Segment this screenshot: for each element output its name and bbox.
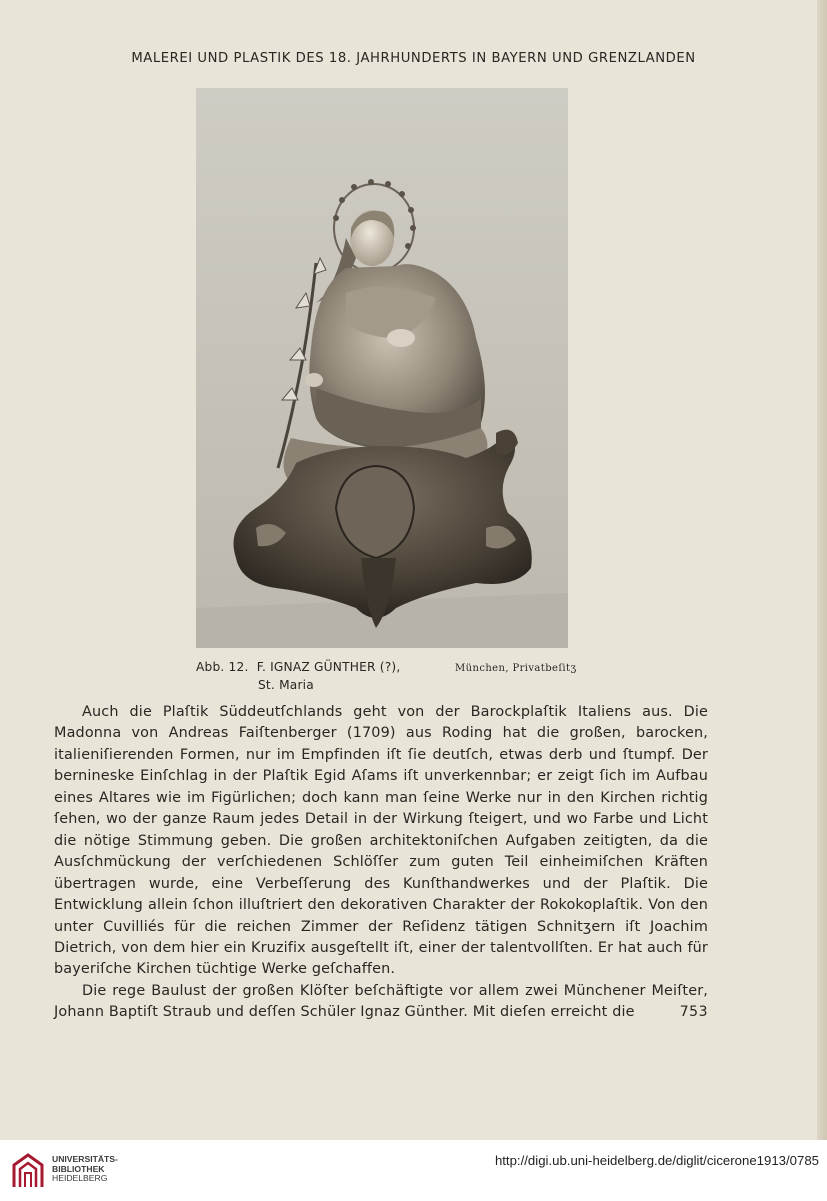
caption-artist: F. IGNAZ GÜNTHER (?),: [256, 660, 401, 674]
caption-title: St. Maria: [258, 678, 314, 692]
library-name-line: BIBLIOTHEK: [52, 1163, 105, 1174]
source-url-link[interactable]: http://digi.ub.uni-heidelberg.de/diglit/cicerone1913/0785: [494, 1153, 819, 1168]
caption-location: München, Privatbeſitʒ: [455, 663, 577, 674]
library-logo-icon: [10, 1151, 46, 1191]
body-text: [54, 702, 708, 1024]
madonna-statue-image: [196, 88, 568, 648]
library-name-line: UNIVERSITÄTS-: [52, 1154, 118, 1164]
caption-label: Abb. 12.: [196, 660, 249, 674]
paragraph: Auch die Plaſtik Süddeutſchlands geht von der Barockplaſtik Italiens aus. Die Madonna von Andreas Faiſtenberger (1709) aus Roding hat die großen, barocken, italieniſierenden Formen, nur im Empfinden iſt ſie deutſch, etwas derb und ſtumpf. Der bernineske Einſchlag in der Plaſtik Egid Aſams iſt unverkennbar; er zeigt ſich im Aufbau eines Altares wie im Figürlichen; doch kann man ſeine Werke nur in den Kirchen richtig ſehen, wo der ganze Raum jedes Detail in der Wirkung ſteigert, und wo Farbe und Licht die nötige Stimmung geben. Die großen architektoniſchen Aufgaben zeitigten, da die Ausſchmückung der verſchiedenen Schlöſſer zum guten Teil einheimiſchen Kräften übertragen wurde, eine Verbeſſerung des Kunſthandwerkes und der Plaſtik. Die Entwicklung allein ſchon illuſtriert den dekorativen Charakter der Rokokoplaſtik. Von den unter Cuvilliés für die reichen Zimmer der Reſidenz tätigen Schnitʒern iſt Joachim Dietrich, von dem hier ein Kruzifix ausgeſtellt iſt, einer der talentvollſten. Er hat auch für bayeriſche Kirchen tüchtige Werke geſchaffen.: [54, 704, 708, 978]
library-name: [52, 1155, 118, 1184]
footer-bar: [0, 1140, 827, 1201]
figure-photo: [196, 88, 568, 648]
running-head: MALEREI UND PLASTIK DES 18. JAHRHUNDERTS IN BAYERN UND GRENZLANDEN: [131, 51, 696, 66]
page-edge: [817, 0, 827, 1140]
library-name-line: HEIDELBERG: [52, 1173, 108, 1184]
paragraph: Die rege Baulust der großen Klöſter beſchäftigte vor allem zwei Münchener Meiſter, Johann Baptiſt Straub und deſſen Schüler Ignaz Günther. Mit dieſen erreicht die: [54, 982, 708, 1021]
page-number: 753: [679, 1004, 708, 1020]
